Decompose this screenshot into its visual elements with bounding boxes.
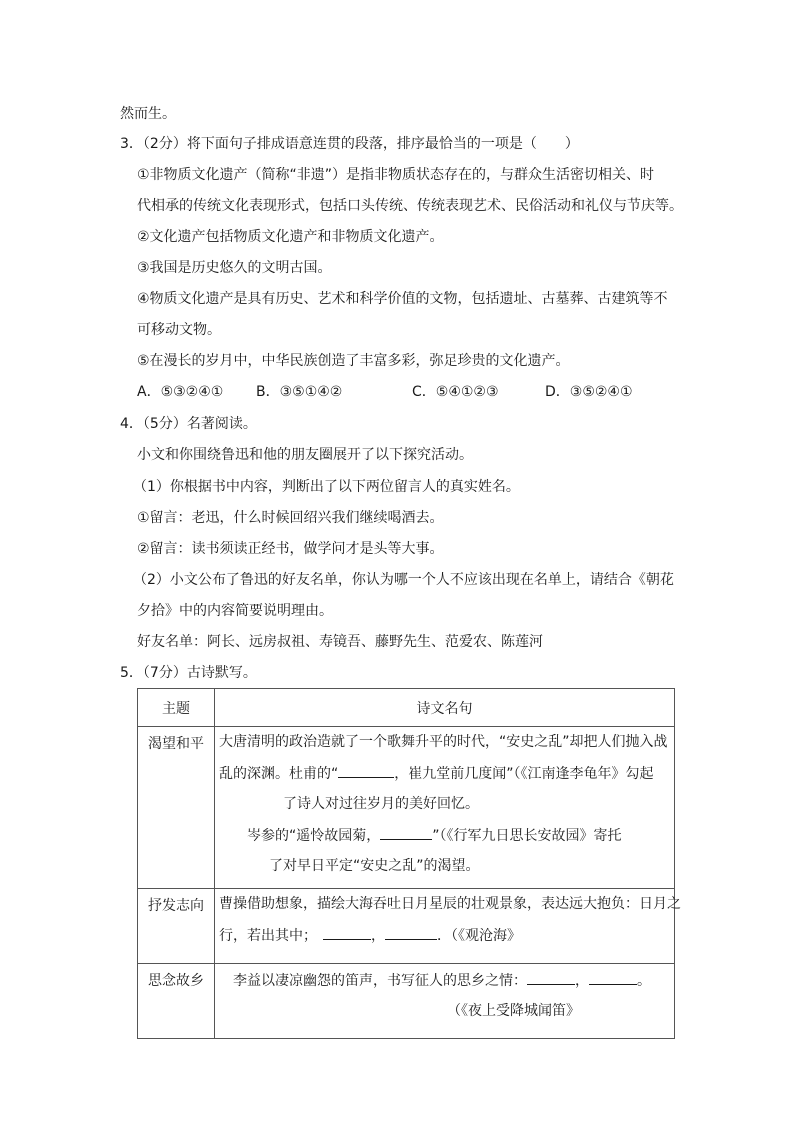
theme-cell: 抒发志向 [138,889,215,964]
q3-sentence-3: ③我国是历史悠久的文明古国。 [137,260,332,276]
answer-blank[interactable] [338,763,394,778]
q3-sentence-1b: 代相承的传统文化表现形式，包括口头传统、传统表现艺术、民俗活动和礼仪与节庆等。 [137,198,683,214]
lines-cell [215,964,675,1039]
question-4-title: 4．（5分）名著阅读。 [120,416,257,432]
poem-table [137,688,681,1039]
answer-blank[interactable] [323,925,371,940]
q4-part-2a: （2）小文公布了鲁迅的好友名单，你认为哪一个人不应该出现在名单上，请结合《朝花 [133,572,674,588]
table-row [138,727,675,889]
lines-cell [215,727,675,889]
q3-option-c: C．⑤④①②③ [412,384,499,400]
row1-line-3: 了诗人对过往岁月的美好回忆。 [283,796,479,812]
table-row [138,889,675,964]
q4-intro: 小文和你围绕鲁迅和他的朋友圈展开了以下探究活动。 [137,447,473,463]
row2-line-2c: ．（《观沧海》 [437,928,521,944]
row2-line-2 [219,925,521,946]
question-3-title: 3．（2分）将下面句子排成语意连贯的段落，排序最恰当的一项是（ ） [120,136,579,152]
q4-part-1: （1）你根据书中内容，判断出了以下两位留言人的真实姓名。 [133,479,520,495]
lead-text: 然而生。 [120,106,176,122]
row3-line-1b: ， [575,973,589,989]
theme-cell: 渴望和平 [138,727,215,889]
q3-option-b: B．③⑤①④② [256,384,343,400]
q4-message-2: ②留言：读书须读正经书，做学问才是头等大事。 [137,541,444,557]
q3-sentence-4b: 可移动文物。 [137,322,221,338]
row2-line-2b: ， [371,928,385,944]
q3-sentence-5: ⑤在漫长的岁月中，中华民族创造了丰富多彩，弥足珍贵的文化遗产。 [137,353,570,369]
row1-line-5: 了对早日平定“安史之乱”的渴望。 [269,858,480,874]
row1-line-4b: ”（《行军九日思长安故园》寄托 [432,828,622,844]
q3-option-d: D．③⑤②④① [545,384,633,400]
row1-line-2 [219,763,654,784]
theme-cell: 思念故乡 [138,964,215,1039]
table-header-row [138,689,675,727]
row3-line-2: （《夜上受降城闻笛》 [447,1003,580,1019]
answer-blank[interactable] [380,825,432,840]
q4-friend-list: 好友名单：阿长、远房叔祖、寿镜吾、藤野先生、范爱农、陈莲河 [137,634,543,650]
row2-line-1: 曹操借助想象，描绘大海吞吐日月星辰的壮观景象，表达远大抱负：日月之 [219,896,681,912]
answer-blank[interactable] [589,970,637,985]
q3-sentence-4a: ④物质文化遗产是具有历史、艺术和科学价值的文物，包括遗址、古墓葬、古建筑等不 [137,291,668,307]
row1-line-1: 大唐清明的政治造就了一个歌舞升平的时代，“安史之乱”却把人们抛入战 [219,734,668,750]
q4-part-2b: 夕拾》中的内容简要说明理由。 [137,603,333,619]
lines-cell [215,889,681,964]
q4-message-1: ①留言：老迅，什么时候回绍兴我们继续喝酒去。 [137,510,444,526]
row1-line-2a: 乱的深渊。杜甫的“ [219,766,339,782]
header-theme: 主题 [138,689,215,727]
row1-line-4 [247,825,622,846]
q3-option-a: A．⑤③②④① [137,384,224,400]
answer-blank[interactable] [385,925,437,940]
answer-blank[interactable] [527,970,575,985]
table-row [138,964,675,1039]
row1-line-2b: ，崔九堂前几度闻”（《江南逢李龟年》勾起 [394,766,654,782]
q3-sentence-2: ②文化遗产包括物质文化遗产和非物质文化遗产。 [137,229,444,245]
row2-line-2a: 行，若出其中； [219,928,317,944]
question-5-title: 5．（7分）古诗默写。 [120,665,257,681]
row1-line-4a: 岑参的“遥怜故园菊， [247,828,381,844]
row3-line-1c: 。 [637,973,651,989]
row3-line-1 [233,970,651,991]
header-lines: 诗文名句 [215,689,675,727]
row3-line-1a: 李益以凄凉幽怨的笛声，书写征人的思乡之情： [233,973,527,989]
q3-sentence-1a: ①非物质文化遗产（简称“非遗”）是指非物质状态存在的，与群众生活密切相关、时 [137,167,655,183]
